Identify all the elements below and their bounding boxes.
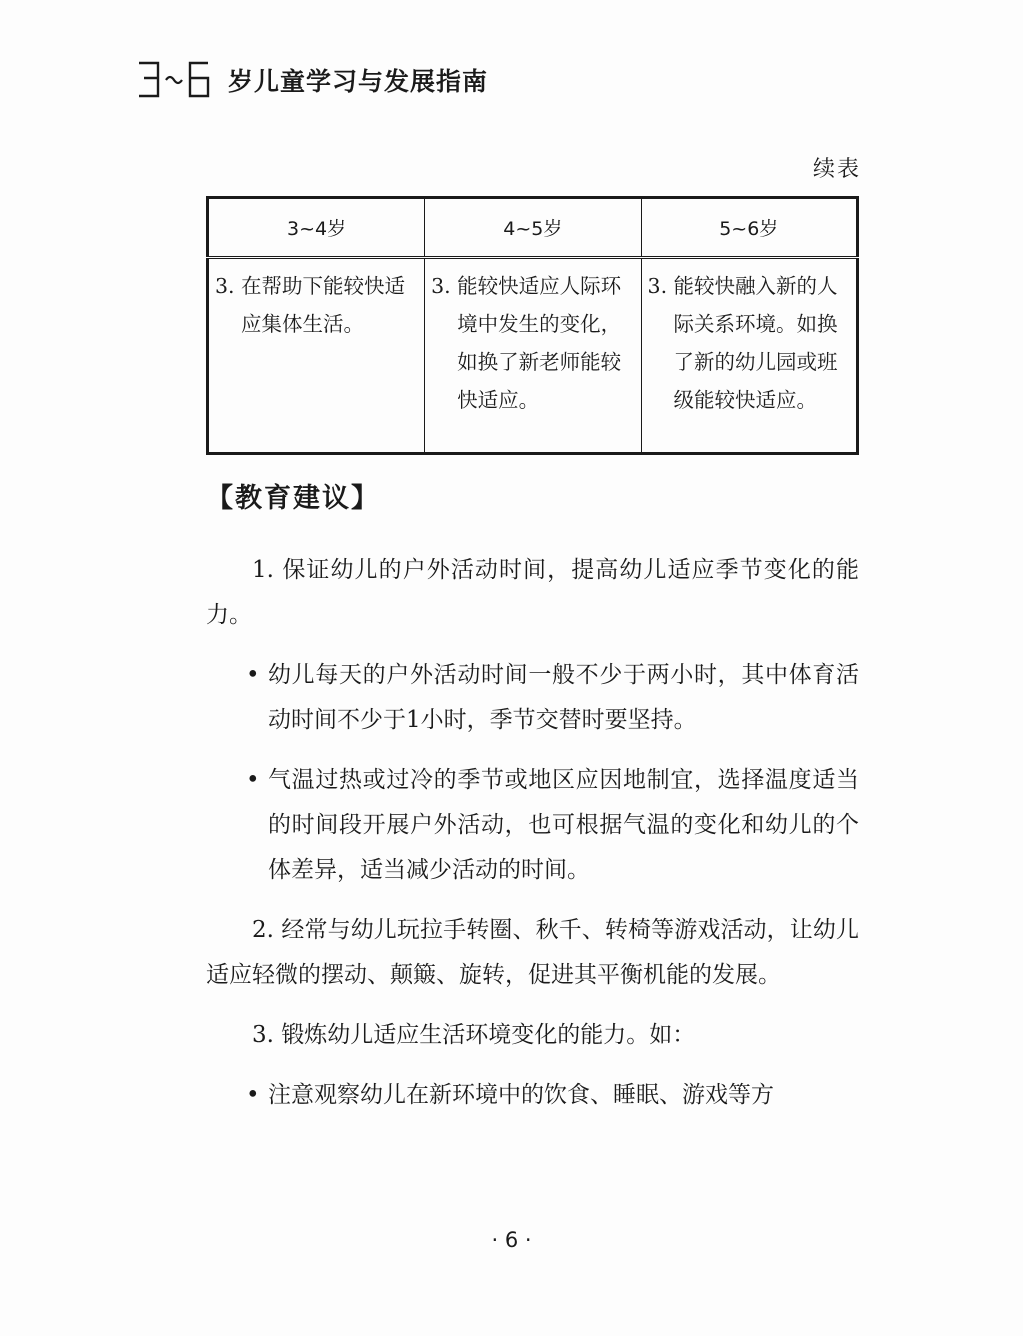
development-table [206,196,859,455]
table-cell [208,258,425,454]
bullet-icon: • [246,662,260,688]
bullet-item [206,1073,859,1118]
item-number: 3. [215,274,235,298]
continued-table-label: 续表 [812,157,861,182]
item-text: 能较快适应人际环境中发生的变化，如换了新老师能较快适应。 [457,274,622,412]
bullet-text: 气温过热或过冷的季节或地区应因地制宜，选择温度适当的时间段开展户外活动，也可根据气温的变化和幼儿的个体差异，适当减少活动的时间。 [268,767,859,883]
column-header: 4~5岁 [425,198,641,258]
bullet-item [206,653,859,743]
item-number: 3. [647,274,668,298]
column-header: 5~6岁 [641,198,857,258]
bullet-icon: • [246,1082,260,1108]
table-row [208,258,858,454]
section-heading: 【教育建议】 [206,483,380,514]
item-text: 能较快融入新的人际关系环境。如换了新的幼儿园或班级能较快适应。 [673,274,838,412]
table-header-row [208,198,858,258]
body-text [206,548,859,1133]
bullet-icon: • [246,767,260,793]
page-number: · 6 · [491,1228,532,1252]
item-number: 3. [431,274,451,298]
paragraph: 1. 保证幼儿的户外活动时间，提高幼儿适应季节变化的能力。 [206,557,859,628]
bullet-text: 注意观察幼儿在新环境中的饮食、睡眠、游戏等方 [268,1082,774,1108]
bullet-text: 幼儿每天的户外活动时间一般不少于两小时，其中体育活动时间不少于1小时，季节交替时要坚持。 [268,662,859,733]
book-title: 岁儿童学习与发展指南 [228,67,489,96]
bullet-item [206,758,859,893]
item-text: 在帮助下能较快适应集体生活。 [241,274,405,336]
table-cell [641,258,857,454]
book-series-logo [136,58,214,102]
running-header [136,58,488,102]
table-cell [425,258,641,454]
paragraph: 2. 经常与幼儿玩拉手转圈、秋千、转椅等游戏活动，让幼儿适应轻微的摆动、颠簸、旋转，促进其平衡机能的发展。 [206,917,859,988]
paragraph: 3. 锻炼幼儿适应生活环境变化的能力。如： [252,1022,696,1048]
column-header: 3~4岁 [208,198,425,258]
